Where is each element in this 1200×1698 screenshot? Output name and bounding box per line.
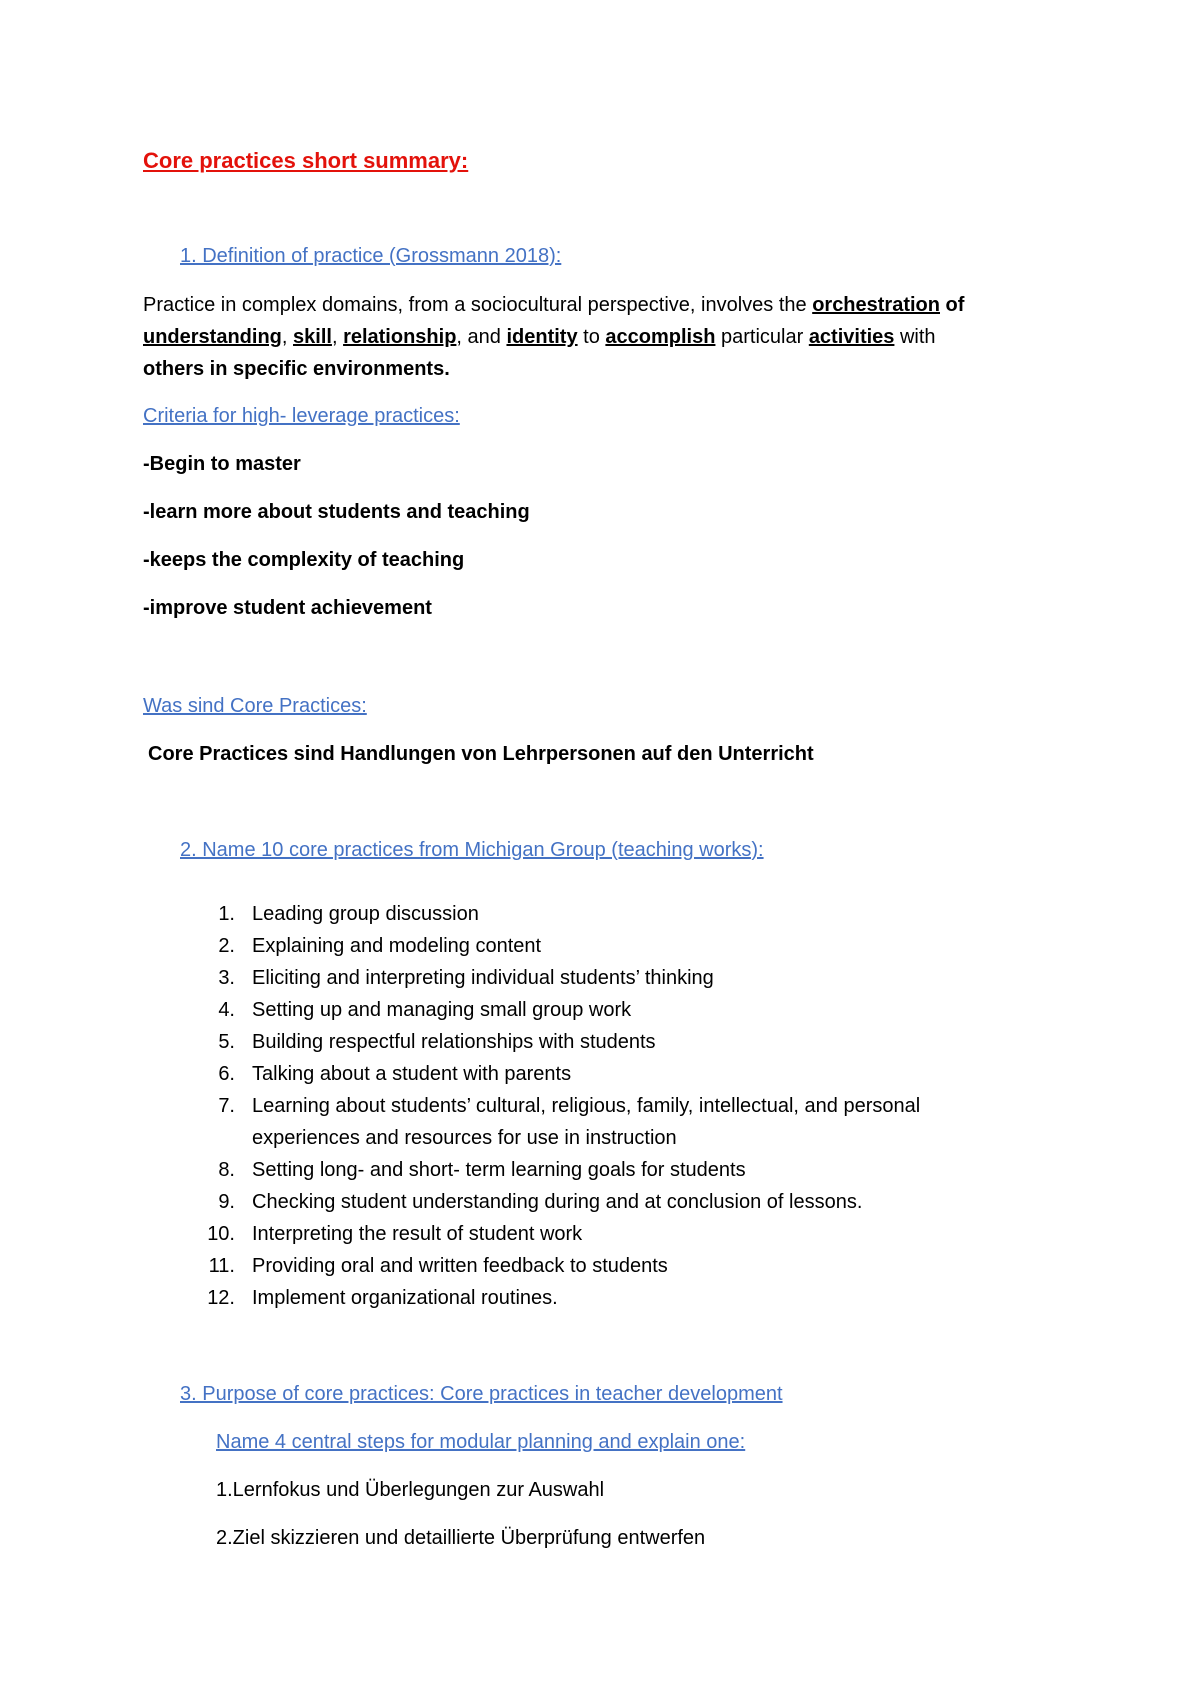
definition-line-3: others in specific environments. xyxy=(143,358,450,380)
list-text: Building respectful relationships with students xyxy=(252,1031,656,1053)
text-fragment: to xyxy=(577,326,606,348)
text-fragment: with xyxy=(894,326,936,348)
list-text: Talking about a student with parents xyxy=(252,1063,572,1085)
was-text: Core Practices sind Handlungen von Lehrpersonen auf den Unterricht xyxy=(148,743,814,765)
list-number: 2. xyxy=(218,935,235,957)
list-item xyxy=(198,999,631,1022)
keyword-skill: skill xyxy=(293,326,332,348)
planning-step: 2.Ziel skizzieren und detaillierte Überprüfung entwerfen xyxy=(216,1527,706,1549)
list-item xyxy=(198,1127,677,1150)
list-number: 9. xyxy=(218,1191,235,1213)
list-number: 10. xyxy=(207,1223,235,1245)
list-text: Leading group discussion xyxy=(252,903,479,925)
definition-line-2 xyxy=(143,321,936,353)
keyword-relationship: relationship xyxy=(343,326,457,348)
definition-line-1 xyxy=(143,289,964,321)
list-number: 8. xyxy=(218,1159,235,1181)
list-item xyxy=(198,1031,656,1054)
list-item xyxy=(198,1159,746,1182)
list-item xyxy=(198,1223,582,1246)
list-text: Setting up and managing small group work xyxy=(252,999,632,1021)
text-fragment: particular xyxy=(715,326,809,348)
list-number: 5. xyxy=(218,1031,235,1053)
criteria-item: -keeps the complexity of teaching xyxy=(143,549,465,571)
section-2-heading: 2. Name 10 core practices from Michigan Group (teaching works): xyxy=(180,839,764,861)
list-item xyxy=(198,967,714,990)
keyword-activities: activities xyxy=(808,326,895,348)
list-item xyxy=(198,1095,920,1118)
list-number: 6. xyxy=(218,1063,235,1085)
was-heading: Was sind Core Practices: xyxy=(143,695,367,717)
text-fragment: Practice in complex domains, from a sociocultural perspective, involves the xyxy=(143,294,813,316)
list-number: 1. xyxy=(218,903,235,925)
list-item xyxy=(198,1255,668,1278)
list-text: Implement organizational routines. xyxy=(252,1287,558,1309)
list-text: Learning about students’ cultural, religious, family, intellectual, and personal xyxy=(252,1095,921,1117)
criteria-item: -learn more about students and teaching xyxy=(143,501,530,523)
keyword-understanding: understanding xyxy=(143,326,282,348)
list-item xyxy=(198,1063,571,1086)
list-number: 7. xyxy=(218,1095,235,1117)
keyword-identity: identity xyxy=(506,326,578,348)
section-3-heading: 3. Purpose of core practices: Core practices in teacher development xyxy=(180,1383,783,1405)
list-text: Explaining and modeling content xyxy=(252,935,542,957)
list-number: 3. xyxy=(218,967,235,989)
list-item xyxy=(198,935,541,958)
text-fragment: , xyxy=(331,326,344,348)
list-item xyxy=(198,903,479,926)
list-text: experiences and resources for use in instruction xyxy=(252,1127,677,1149)
criteria-item: -improve student achievement xyxy=(143,597,432,619)
list-number: 11. xyxy=(208,1255,235,1277)
list-text: Setting long- and short- term learning goals for students xyxy=(252,1159,746,1181)
list-item xyxy=(198,1287,558,1310)
text-fragment: , xyxy=(281,326,294,348)
text-fragment: , and xyxy=(456,326,507,348)
list-text: Checking student understanding during and at conclusion of lessons. xyxy=(252,1191,863,1213)
list-number: 4. xyxy=(218,999,235,1021)
criteria-item: -Begin to master xyxy=(143,453,301,475)
list-number: 12. xyxy=(207,1287,235,1309)
section-1-heading: 1. Definition of practice (Grossmann 2018): xyxy=(180,245,562,267)
list-text: Eliciting and interpreting individual students’ thinking xyxy=(252,967,714,989)
planning-step: 1.Lernfokus und Überlegungen zur Auswahl xyxy=(216,1479,605,1501)
criteria-heading: Criteria for high- leverage practices: xyxy=(143,405,460,427)
text-fragment: of xyxy=(940,294,965,316)
keyword-accomplish: accomplish xyxy=(605,326,716,348)
list-text: Providing oral and written feedback to students xyxy=(252,1255,668,1277)
list-item xyxy=(198,1191,862,1214)
section-3-subheading: Name 4 central steps for modular planning and explain one: xyxy=(216,1431,746,1453)
list-text: Interpreting the result of student work xyxy=(252,1223,583,1245)
keyword-orchestration: orchestration xyxy=(812,294,940,316)
page-title: Core practices short summary: xyxy=(143,148,469,173)
